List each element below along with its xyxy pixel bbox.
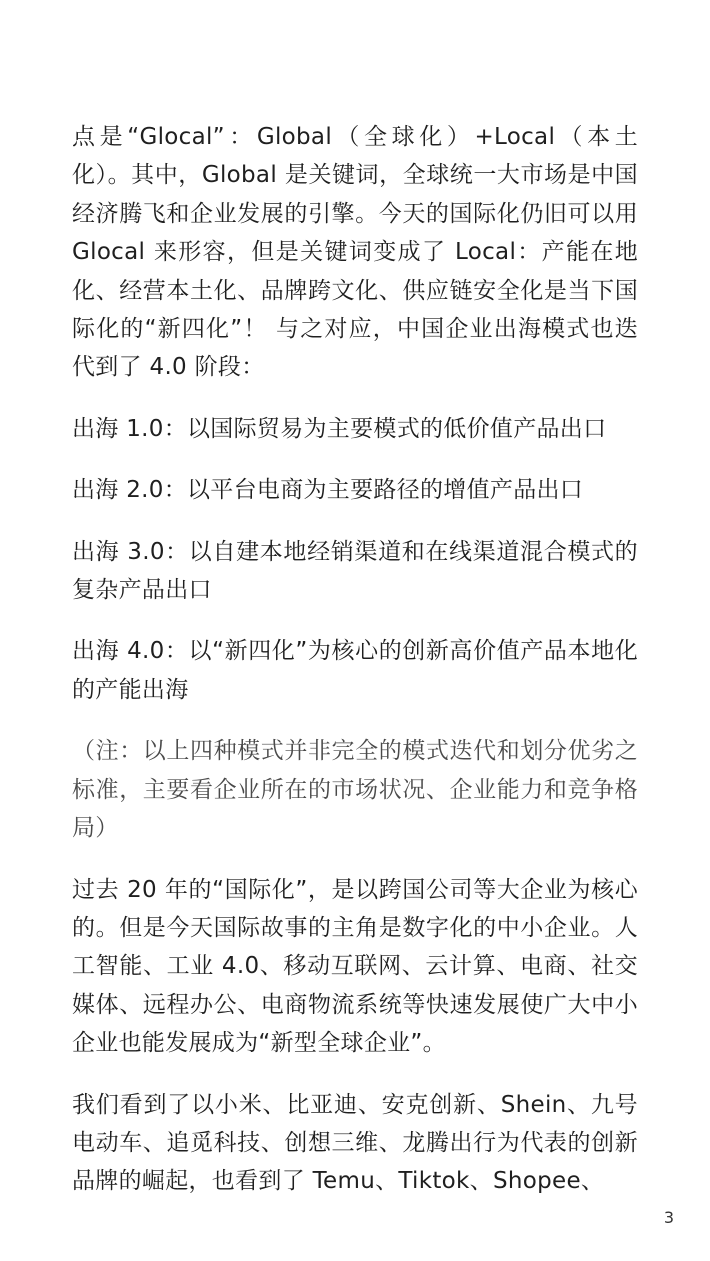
document-body <box>72 118 638 1224</box>
paragraph-stage-4: 出海 4.0：以“新四化”为核心的创新高价值产品本地化的产能出海 <box>72 638 638 703</box>
paragraph-glocal: 点是“Glocal”：Global（全球化）+Local（本土化）。其中，Global 是关键词，全球统一大市场是中国经济腾飞和企业发展的引擎。今天的国际化仍旧可以用 Glocal 来形容，但是关键词变成了 Local：产能在地化、经营本土化、品牌跨文化、供应链安全化是当下国际化的“新四化”！ 与之对应，中国企业出海模式也迭代到了 4.0 阶段： <box>72 124 638 381</box>
paragraph-stage-3: 出海 3.0：以自建本地经销渠道和在线渠道混合模式的复杂产品出口 <box>72 538 638 604</box>
paragraph-stage-2: 出海 2.0：以平台电商为主要路径的增值产品出口 <box>72 477 584 504</box>
paragraph-stage-1: 出海 1.0：以国际贸易为主要模式的低价值产品出口 <box>72 415 607 442</box>
paragraph-note: （注：以上四种模式并非完全的模式迭代和划分优劣之标准，主要看企业所在的市场状况、企业能力和竞争格局） <box>72 738 638 842</box>
page-number: 3 <box>663 1208 674 1227</box>
paragraph-brands: 我们看到了以小米、比亚迪、安克创新、Shein、九号电动车、追觅科技、创想三维、龙腾出行为代表的创新品牌的崛起，也看到了 Temu、Tiktok、Shopee、 <box>72 1091 638 1195</box>
paragraph-internationalization: 过去 20 年的“国际化”，是以跨国公司等大企业为核心的。但是今天国际故事的主角是数字化的中小企业。人工智能、工业 4.0、移动互联网、云计算、电商、社交媒体、远程办公、电商物流系统等快速发展使广大中小企业也能发展成为“新型全球企业”。 <box>72 876 638 1057</box>
